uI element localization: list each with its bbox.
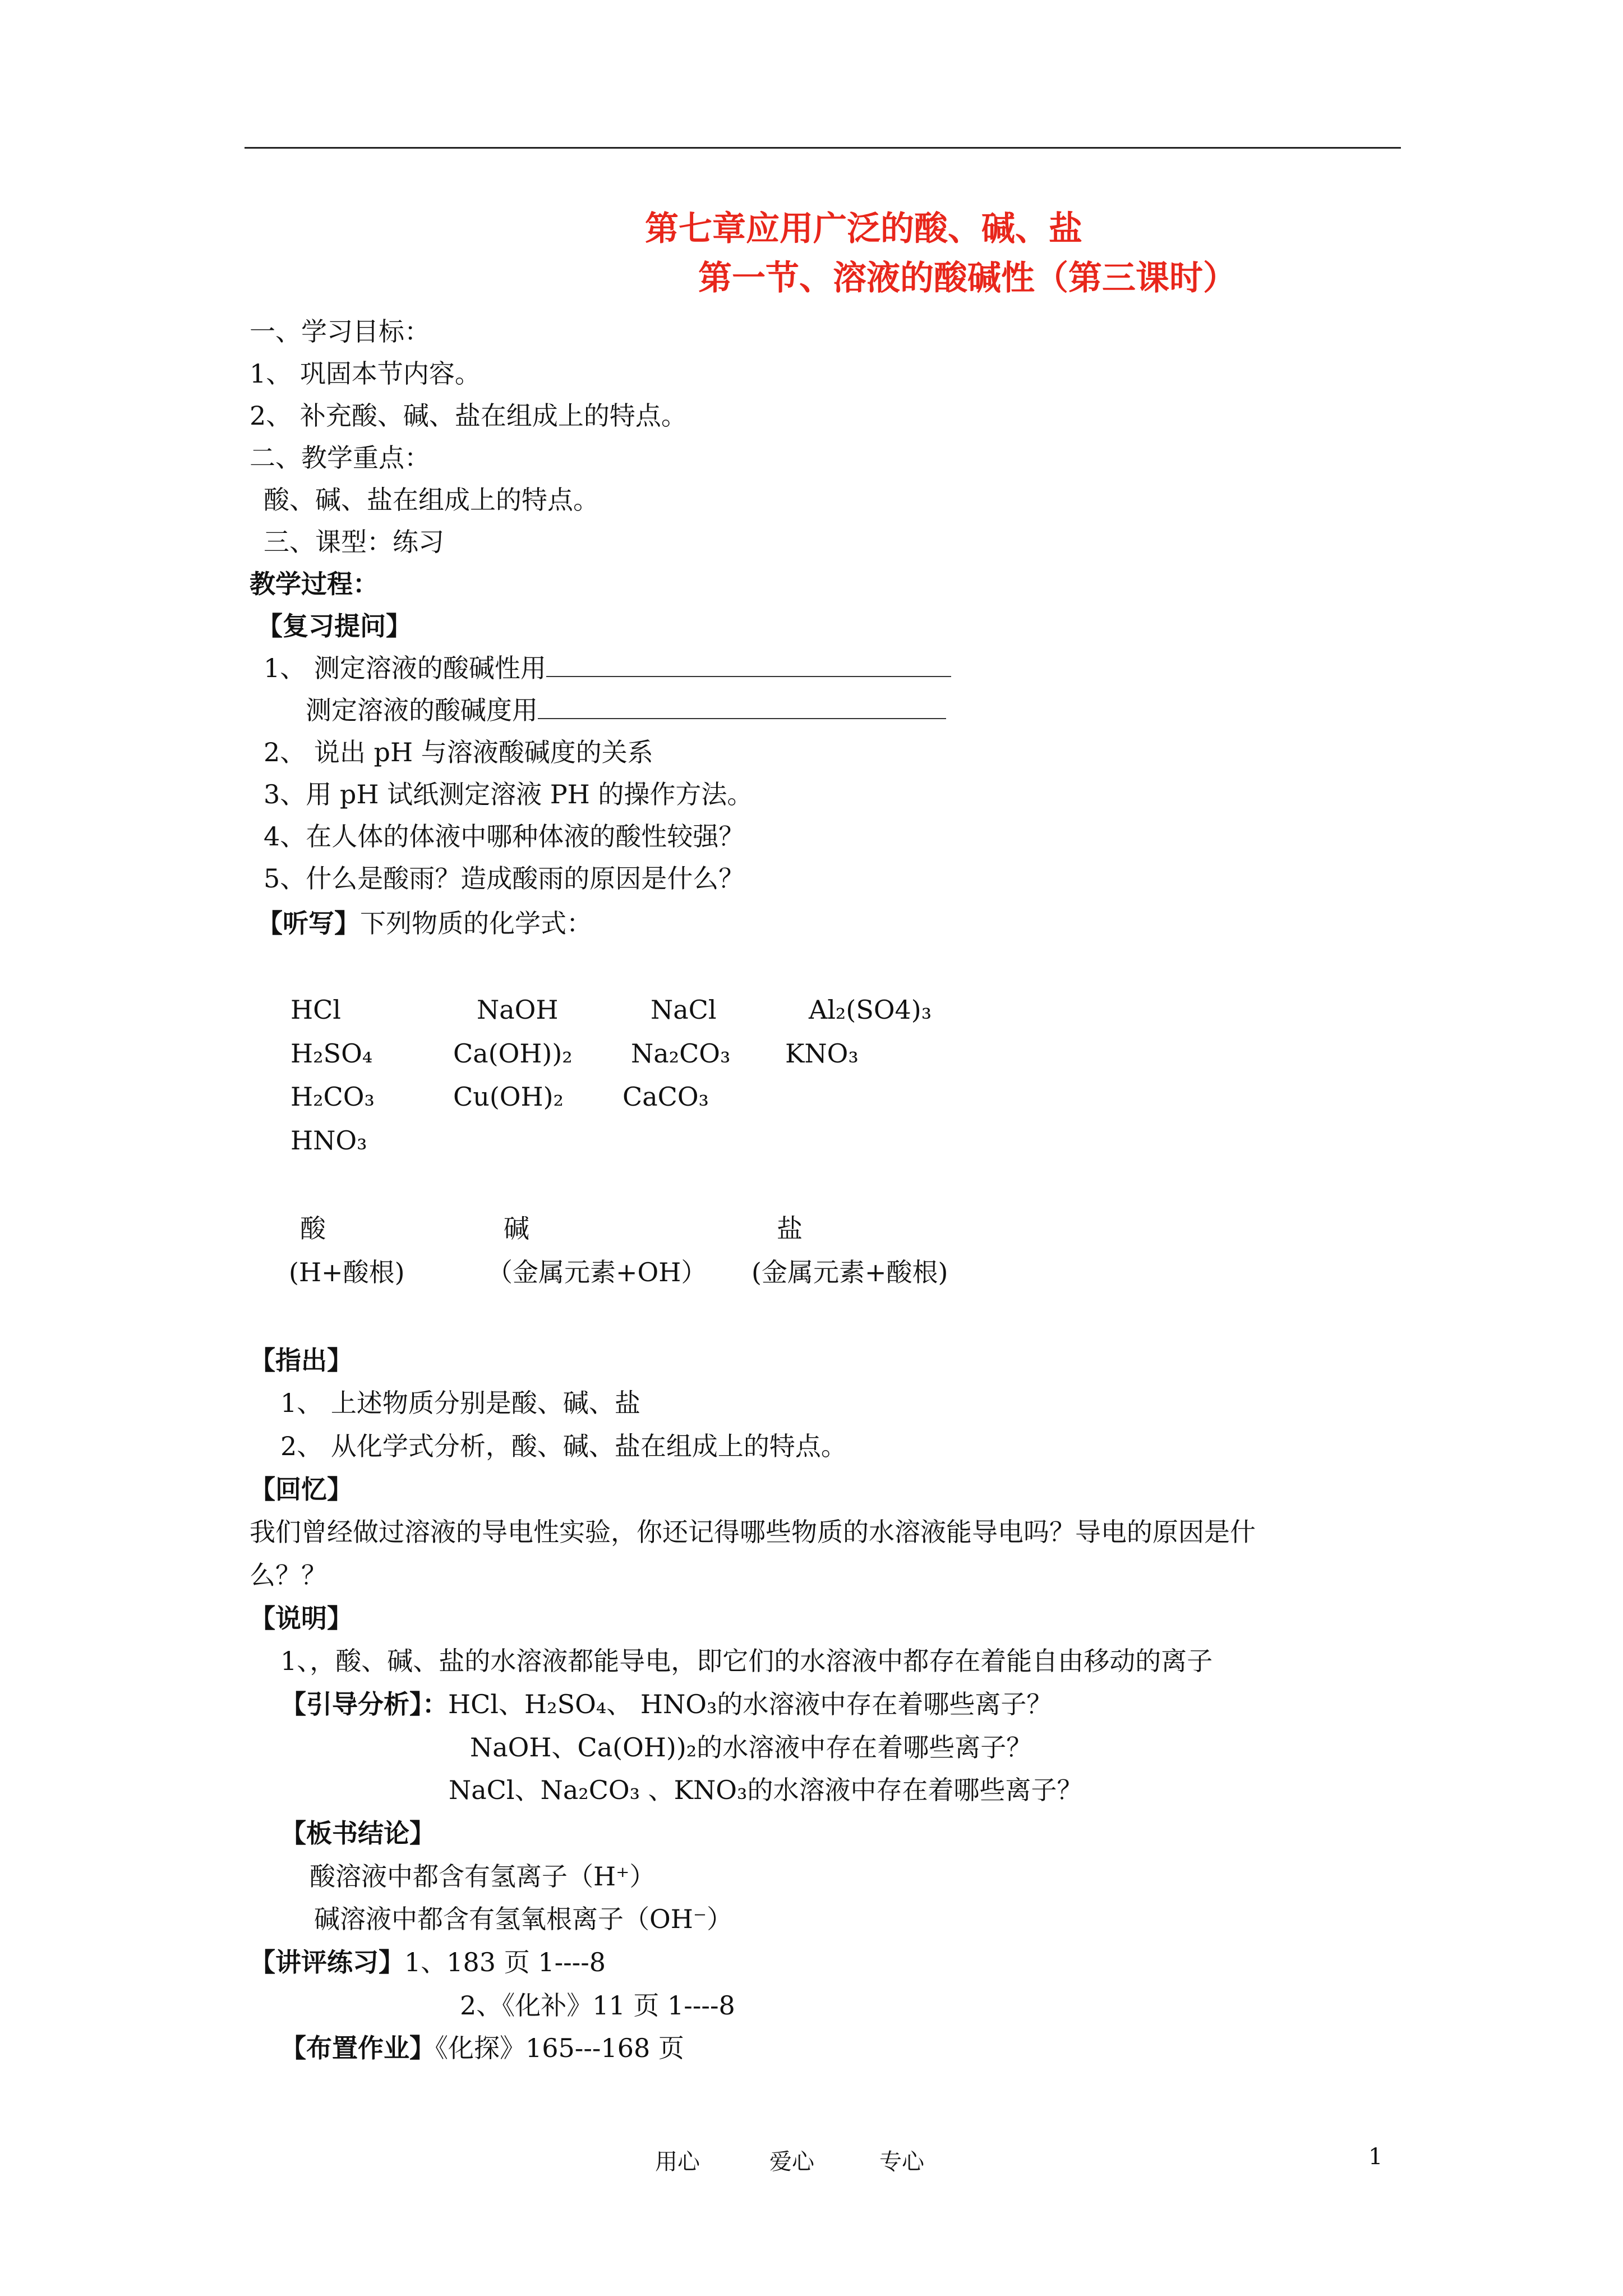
review-question-5: 5、什么是酸雨？造成酸雨的原因是什么？ — [264, 863, 745, 894]
recall-label: 【回忆】 — [250, 1474, 353, 1504]
explain-label: 【说明】 — [250, 1603, 353, 1634]
point-out-1: 1、 上述物质分别是酸、碱、盐 — [280, 1388, 640, 1418]
category-salt: 盐 — [777, 1213, 803, 1244]
lesson-type: 三、课型：练习 — [264, 527, 444, 557]
category-base-desc: （金属元素+OH） — [487, 1257, 707, 1287]
homework-line: 【布置作业】《化探》165---168 页 — [280, 2033, 684, 2063]
conclusion-base: 碱溶液中都含有氢氧根离子（OH⁻） — [314, 1904, 733, 1934]
footer-word-2: 爱心 — [769, 2149, 814, 2175]
conclusion-label: 【板书结论】 — [280, 1818, 435, 1848]
exercise-line-2: 2、《化补》11 页 1----8 — [460, 1990, 735, 2021]
review-question-4: 4、在人体的体液中哪种体液的酸性较强？ — [264, 821, 745, 852]
objectives-heading: 一、学习目标： — [250, 316, 430, 347]
footer-word-1: 用心 — [655, 2149, 700, 2175]
key-points-text: 酸、碱、盐在组成上的特点。 — [264, 485, 599, 515]
formula-na2co3: Na₂CO₃ — [631, 1038, 731, 1069]
review-question-1a: 1、 测定溶液的酸碱性用 — [264, 655, 951, 681]
review-label: 【复习提问】 — [257, 611, 412, 641]
formula-kno3: KNO₃ — [785, 1038, 859, 1069]
formula-caco3: CaCO₃ — [623, 1082, 709, 1112]
formula-h2co3: H₂CO₃ — [291, 1082, 375, 1112]
category-base: 碱 — [504, 1213, 529, 1244]
review-question-1b: 测定溶液的酸碱度用 — [306, 697, 946, 723]
exercise-line-1: 【讲评练习】1、183 页 1----8 — [250, 1947, 606, 1977]
category-acid: 酸 — [300, 1213, 326, 1244]
answer-blank — [546, 656, 951, 677]
title-line-2: 第一节、溶液的酸碱性（第三课时） — [698, 259, 1237, 298]
explain-text: 1、，酸、碱、盐的水溶液都能导电，即它们的水溶液中都存在着能自由移动的离子 — [280, 1646, 1213, 1676]
title-line-1: 第七章应用广泛的酸、碱、盐 — [645, 209, 1082, 249]
formula-hcl: HCl — [291, 995, 342, 1025]
guided-line-1: 【引导分析】：HCl、H₂SO₄、 HNO₃的水溶液中存在着哪些离子？ — [280, 1689, 1053, 1719]
formula-al2so43: Al₂(SO4)₃ — [809, 995, 932, 1025]
footer-word-3: 专心 — [879, 2149, 924, 2175]
process-heading: 教学过程： — [250, 569, 379, 599]
dictation-line: 【听写】下列物质的化学式： — [257, 908, 592, 938]
point-out-label: 【指出】 — [250, 1345, 353, 1375]
guided-line-2: NaOH、Ca(OH))₂的水溶液中存在着哪些离子？ — [470, 1732, 1032, 1763]
category-salt-desc: (金属元素+酸根) — [751, 1257, 948, 1287]
recall-line-1: 我们曾经做过溶液的导电性实验，你还记得哪些物质的水溶液能导电吗？导电的原因是什 — [250, 1517, 1256, 1547]
page-number: 1 — [1368, 2144, 1383, 2170]
category-acid-desc: (H+酸根) — [289, 1257, 405, 1287]
header-rule — [245, 147, 1401, 149]
key-points-heading: 二、教学重点： — [250, 443, 430, 473]
formula-caoh2: Ca(OH))₂ — [453, 1038, 573, 1069]
formula-hno3: HNO₃ — [291, 1125, 367, 1156]
point-out-2: 2、 从化学式分析，酸、碱、盐在组成上的特点。 — [280, 1431, 847, 1461]
conclusion-acid: 酸溶液中都含有氢离子（H⁺） — [310, 1861, 656, 1892]
objective-2: 2、 补充酸、碱、盐在组成上的特点。 — [250, 401, 687, 431]
review-question-2: 2、 说出 pH 与溶液酸碱度的关系 — [264, 737, 653, 767]
review-question-3: 3、用 pH 试纸测定溶液 PH 的操作方法。 — [264, 779, 753, 809]
recall-line-2: 么？？ — [250, 1560, 327, 1590]
objective-1: 1、 巩固本节内容。 — [250, 358, 481, 389]
formula-cuoh2: Cu(OH)₂ — [453, 1082, 564, 1112]
formula-naoh: NaOH — [477, 995, 559, 1025]
formula-h2so4: H₂SO₄ — [291, 1038, 373, 1069]
guided-line-3: NaCl、Na₂CO₃ 、KNO₃的水溶液中存在着哪些离子？ — [449, 1775, 1083, 1805]
answer-blank — [538, 698, 946, 719]
formula-nacl: NaCl — [651, 995, 717, 1025]
